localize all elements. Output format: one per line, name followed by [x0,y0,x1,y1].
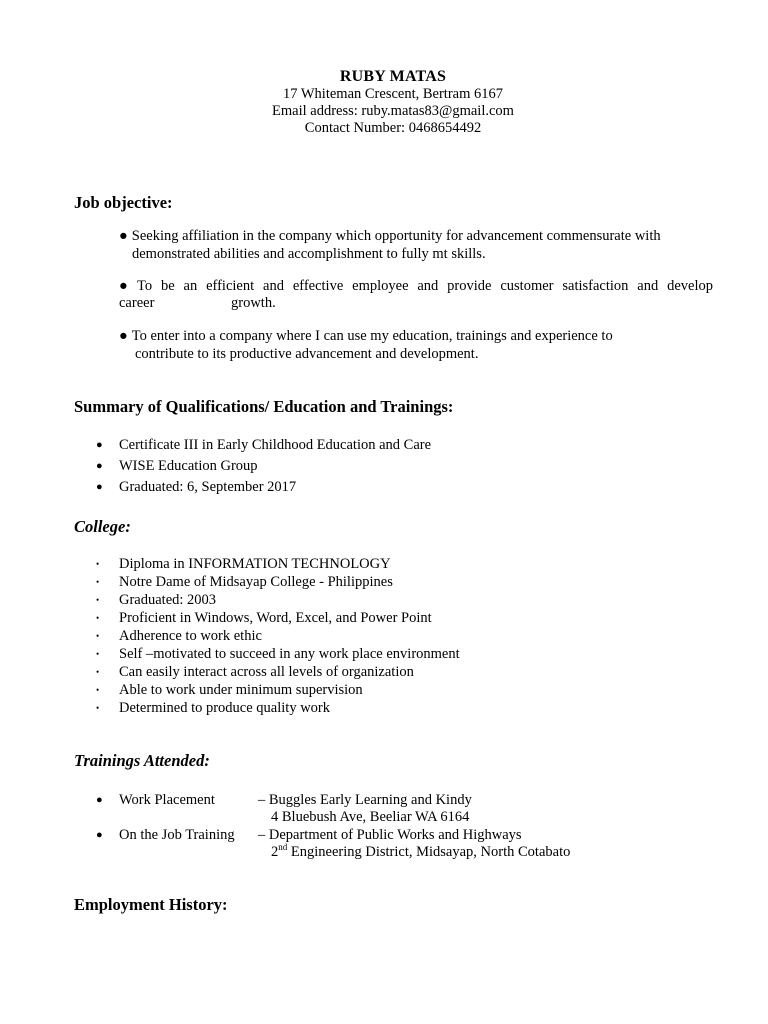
bullet-icon: ● [119,328,128,344]
list-item-text: Graduated: 2003 [119,592,217,608]
bullet-icon: • [96,685,100,695]
bullet-icon: • [96,703,100,713]
training-detail: – Buggles Early Learning and Kindy [258,792,472,808]
training-address [271,844,570,861]
bullet-icon: • [96,577,100,587]
address: 17 Whiteman Crescent, Bertram 6167 [283,86,503,102]
resume-header [0,68,768,137]
list-item-text: Self –motivated to succeed in any work place environment [119,646,460,662]
training-label: On the Job Training [119,827,235,843]
objective-word: career [119,295,155,311]
district-number: 2 [271,844,279,860]
training-item [0,827,768,844]
list-item-text: Graduated: 6, September 2017 [119,479,297,495]
bullet-icon: • [96,595,100,605]
email-line: Email address: ruby.matas83@gmail.com [272,103,514,119]
ordinal-suffix: nd [278,842,288,853]
training-item-continued [0,844,768,861]
training-item [0,792,768,809]
list-item-text: Diploma in INFORMATION TECHNOLOGY [119,556,391,572]
objective-line: contribute to its productive advancement and development. [135,345,479,362]
list-item-text: Notre Dame of Midsayap College - Philippines [119,574,393,590]
trainings-heading: Trainings Attended: [74,751,210,770]
bullet-icon: ● [96,829,103,841]
training-address: 4 Bluebush Ave, Beeliar WA 6164 [271,809,470,825]
employment-heading: Employment History: [74,895,228,914]
objective-line: demonstrated abilities and accomplishment to fully mt skills. [132,245,486,262]
list-item-text: Certificate III in Early Childhood Education and Care [119,437,432,453]
contact-line: Contact Number: 0468654492 [304,120,482,136]
objective-line: Seeking affiliation in the company which opportunity for advancement commensurate with [131,228,661,244]
list-item-text: WISE Education Group [119,458,258,474]
objective-line: To be an efficient and effective employee and provide customer satisfaction and develop [137,278,713,294]
list-item-text: Proficient in Windows, Word, Excel, and Power Point [119,610,432,626]
district-text: Engineering District, Midsayap, North Cotabato [287,844,571,860]
bullet-icon: • [96,667,100,677]
list-item-text: Can easily interact across all levels of organization [119,664,414,680]
objective-item [119,328,713,363]
college-heading: College: [74,517,131,536]
list-item-text: Determined to produce quality work [119,700,330,716]
bullet-icon: ● [96,460,103,472]
list-item-text: Able to work under minimum supervision [119,682,363,698]
qualifications-heading: Summary of Qualifications/ Education and Trainings: [74,397,454,416]
bullet-icon: • [96,649,100,659]
training-item-continued [0,809,768,826]
bullet-icon: • [96,631,100,641]
bullet-icon: ● [119,278,134,294]
bullet-icon: • [96,559,100,569]
objective-item [119,228,713,263]
bullet-icon: • [96,613,100,623]
objective-line-wrap [231,295,276,312]
objective-line: To enter into a company where I can use my education, trainings and experience to [131,328,613,344]
bullet-icon: ● [96,439,103,451]
objective-word: growth. [231,295,276,311]
applicant-name: RUBY MATAS [339,68,447,85]
objective-line-wrap [119,295,154,312]
training-label: Work Placement [119,792,215,808]
job-objective-heading: Job objective: [74,193,173,212]
bullet-icon: ● [96,794,103,806]
training-detail: – Department of Public Works and Highways [258,827,522,843]
bullet-icon: ● [96,481,103,493]
bullet-icon: ● [119,228,128,244]
objective-item [119,278,713,296]
list-item-text: Adherence to work ethic [119,628,262,644]
